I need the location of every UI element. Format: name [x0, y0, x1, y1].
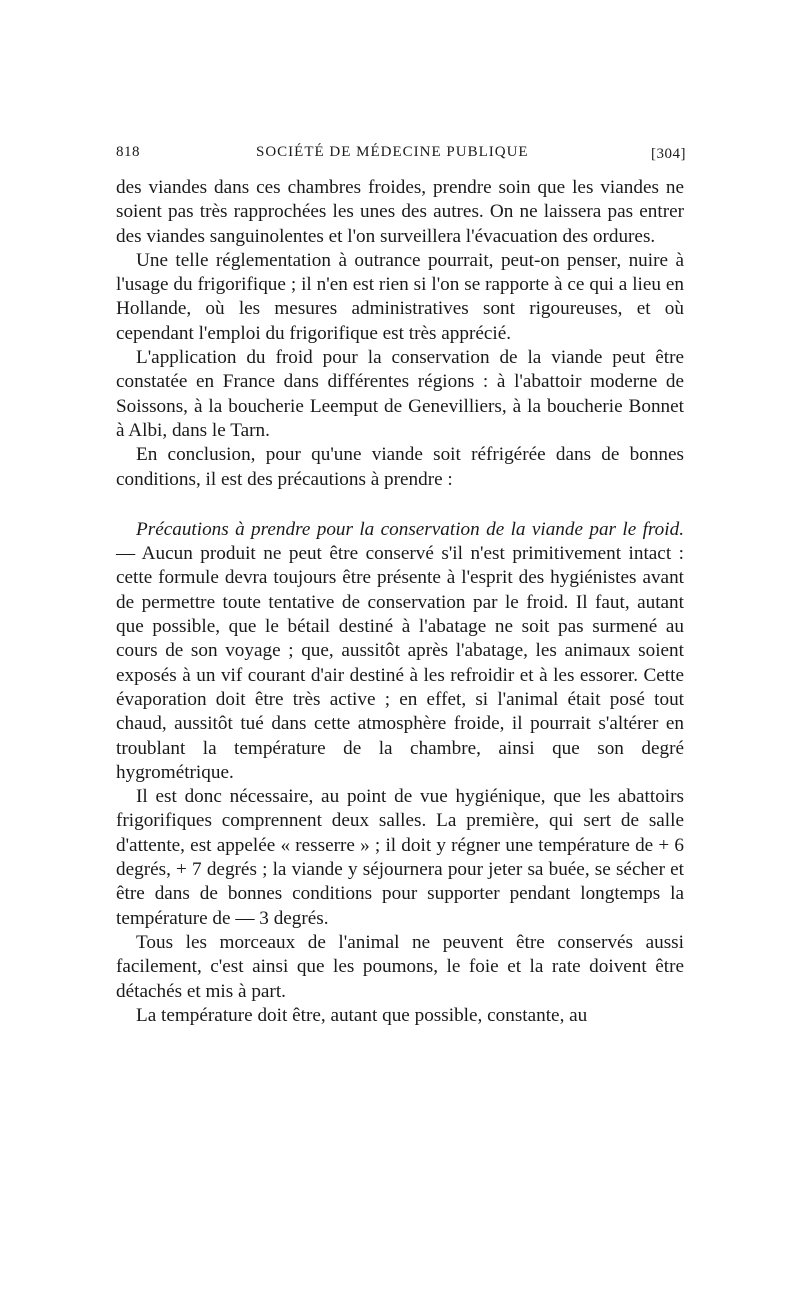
page-header	[116, 144, 686, 170]
paragraph-8: La température doit être, autant que possible, constante, au	[136, 1004, 588, 1026]
page-number: 818	[116, 144, 140, 160]
paragraph-5	[116, 518, 684, 785]
running-title: SOCIÉTÉ DE MÉDECINE PUBLIQUE	[256, 144, 529, 160]
paragraph-1: des viandes dans ces chambres froides, prendre soin que les viandes ne soient pas très rapprochées les unes des autres. On ne laissera pas entrer des viandes sanguinolentes et l'on surveillera l'évacuation des ordures.	[116, 177, 684, 247]
section-number: [304]	[651, 146, 686, 162]
paragraph-5-text: — Aucun produit ne peut être conservé s'il n'est primitivement intact : cette formule devra toujours être présente à l'esprit des hygiénistes avant de permettre toute tentative de conservation par le froid. Il faut, autant que possible, que le bétail destiné à l'abatage ne soit pas surmené au cours de son voyage ; que, aussitôt après l'abatage, les animaux soient exposés à un vif courant d'air destiné à les refroidir et à les essorer. Cette évaporation doit être très active ; en effet, si l'animal était posé tout chaud, aussitôt tué dans cette atmosphère froide, il pourrait s'altérer en troublant la température de la chambre, ainsi que son degré hygrométrique.	[116, 543, 684, 783]
body-text	[116, 176, 684, 1028]
paragraph-6: Il est donc nécessaire, au point de vue hygiénique, que les abattoirs frigorifiques comprennent deux salles. La première, qui sert de salle d'attente, est appelée « resserre » ; il doit y régner une température de + 6 degrés, + 7 degrés ; la viande y séjournera pour jeter sa buée, se sécher et être dans de bonnes conditions pour supporter pendant longtemps la température de — 3 degrés.	[116, 786, 684, 929]
paragraph-2: Une telle réglementation à outrance pourrait, peut-on penser, nuire à l'usage du frigorifique ; il n'en est rien si l'on se rapporte à ce qui a lieu en Hollande, où les mesures administratives sont rigoureuses, et où cependant l'emploi du frigorifique est très apprécié.	[116, 249, 684, 344]
paragraph-3: L'application du froid pour la conservation de la viande peut être constatée en France dans différentes régions : à l'abattoir moderne de Soissons, à la boucherie Leemput de Genevilliers, à la boucherie Bonnet à Albi, dans le Tarn.	[116, 347, 684, 441]
paragraph-7: Tous les morceaux de l'animal ne peuvent être conservés aussi facilement, c'est ainsi que les poumons, le foie et la rate doivent être détachés et mis à part.	[116, 931, 684, 1002]
paragraph-4: En conclusion, pour qu'une viande soit réfrigérée dans de bonnes conditions, il est des précautions à prendre :	[116, 444, 684, 490]
section-title: Précautions à prendre pour la conservation de la viande par le froid.	[136, 518, 684, 540]
